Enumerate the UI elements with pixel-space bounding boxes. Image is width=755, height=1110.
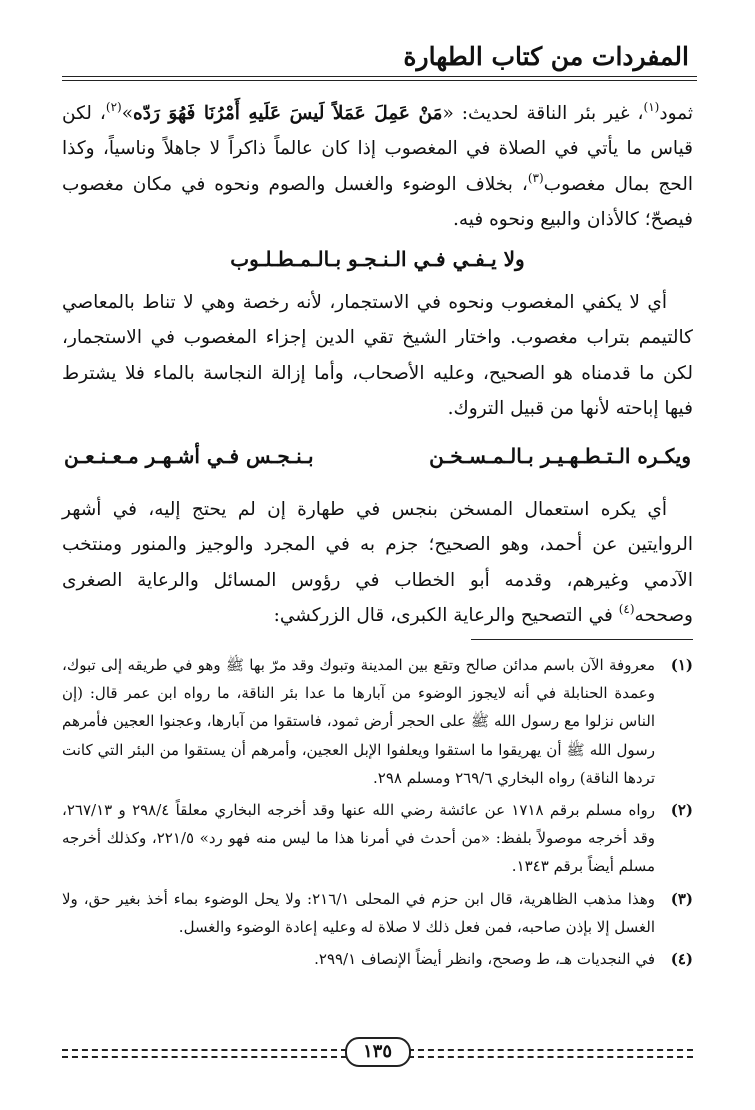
footnote-4	[62, 945, 693, 973]
footnote-text: في النجديات هـ، ط وصحح، وانظر أيضاً الإنصاف ٢٩٩/١.	[314, 950, 655, 969]
text-run: ، لكن قياس ما يأتي في الصلاة في المغصوب إذا كان عالماً ذاكراً لا جاهلاً وناسياً، وكذا الحج بمال مغصوب	[62, 103, 693, 195]
paragraph-3	[62, 492, 693, 634]
header-rule	[62, 76, 697, 81]
footnotes	[62, 651, 693, 977]
hadith-quote: مَنْ عَمِلَ عَمَلاً لَيسَ عَلَيهِ أَمْرُنَا فَهُوَ رَدّه	[133, 103, 443, 124]
text-run: أي يكره استعمال المسخن بنجس في طهارة إن لم يحتج إليه، في أشهر الروايتين عن أحمد، وهو الصحيح؛ جزم به في المجرد والوجيز والمنور ومنتخب الآدمي وغيرهم، وقدمه أبو الخطاب في رؤوس المسائل والرعاية الصغرى وصححه	[62, 499, 693, 627]
main-text	[62, 96, 693, 634]
paragraph-2: أي لا يكفي المغصوب ونحوه في الاستجمار، لأنه رخصة وهي لا تناط بالمعاصي كالتيمم بتراب مغصوب. واختار الشيخ تقي الدين إجزاء المغصوب في الاستجمار، لكن ما قدمناه هو الصحيح، وعليه الأصحاب، وأما إزالة النجاسة بالماء فلا يشترط فيها إباحته لأنها من قبيل التروك.	[62, 292, 693, 420]
footer-ornament-left	[62, 1049, 347, 1058]
page-number: ١٣٥	[345, 1037, 411, 1067]
footnote-ref-4[interactable]: (٤)	[618, 602, 635, 617]
footnote-ref-1[interactable]: (١)	[643, 100, 660, 114]
text-run: ، بخلاف الوضوء والغسل والصوم ونحوه في مكان مغصوب فيصحّ؛ كالأذان والبيع ونحوه فيه.	[62, 173, 693, 231]
footnote-text: وهذا مذهب الظاهرية، قال ابن حزم في المحلى ٢١٦/١: ولا يحل الوضوء بماء أخذ بغير حق، ولا الغسل إلا بإذن صاحبه، فمن فعل ذلك لا صلاة له وعليه إعادة الوضوء والغسل.	[62, 889, 655, 936]
footnote-number: (٤)	[670, 950, 693, 969]
text-run: ، غير بئر الناقة لحديث: «	[442, 103, 644, 124]
verse-hemistich-right: ويكـره الـتـطـهـيـر بـالـمـسـخـن	[429, 443, 691, 468]
footnote-ref-2[interactable]: (٢)	[105, 100, 122, 114]
verse-heading-1: ولا يـفـي فـي الـنـجـو بـالـمـطـلـوب	[230, 246, 525, 271]
page-footer	[62, 1037, 693, 1067]
footnote-number: (١)	[670, 656, 693, 674]
verse-heading-2	[62, 439, 693, 474]
text-run: في التصحيح والرعاية الكبرى، قال الزركشي:	[273, 605, 619, 627]
footnote-number: (٢)	[670, 801, 693, 820]
footnote-text: رواه مسلم برقم ١٧١٨ عن عائشة رضي الله عنها وقد أخرجه البخاري معلقاً ٢٩٨/٤ و ٢٦٧/١٣، وقد أخرجه موصولاً بلفظ: «من أحدث في أمرنا هذا ما ليس منه فهو رد» ٢٢١/٥، وكذلك أخرجه مسلم أيضاً برقم ١٣٤٣.	[62, 801, 655, 876]
paragraph-1	[62, 96, 693, 238]
footnote-3	[62, 885, 693, 941]
verse-hemistich-left: بـنـجـس فـي أشـهـر مـعـنـعـن	[64, 443, 314, 468]
page-header	[62, 38, 697, 84]
footnote-separator	[471, 639, 693, 640]
footnote-2	[62, 796, 693, 881]
footer-ornament-right	[408, 1049, 693, 1058]
text-run: ثمود	[659, 103, 693, 124]
footnote-number: (٣)	[670, 889, 693, 908]
text-run: »	[121, 103, 134, 124]
footnote-text: معروفة الآن باسم مدائن صالح وتقع بين المدينة وتبوك وقد مرّ بها ﷺ وهو في طريقه إلى تبوك، وعمدة الحنابلة في أنه لايجوز الوضوء من آبارها ما عدا بئر الناقة، ما رواه ابن عمر قال: (إن الناس نزلوا مع رسول الله ﷺ على الحجر أرض ثمود، فاستقوا من آبارها، وعجنوا العجين فأمرهم رسول الله ﷺ أن يهريقوا ما استقوا ويعلفوا الإبل العجين، وأمرهم أن يستقوا من البئر التي كانت تردها الناقة) رواه البخاري ٢٦٩/٦ ومسلم ٢٩٨.	[62, 656, 655, 787]
running-title: المفردات من كتاب الطهارة	[403, 42, 689, 71]
footnote-1	[62, 651, 693, 792]
footnote-ref-3[interactable]: (٣)	[527, 170, 544, 185]
